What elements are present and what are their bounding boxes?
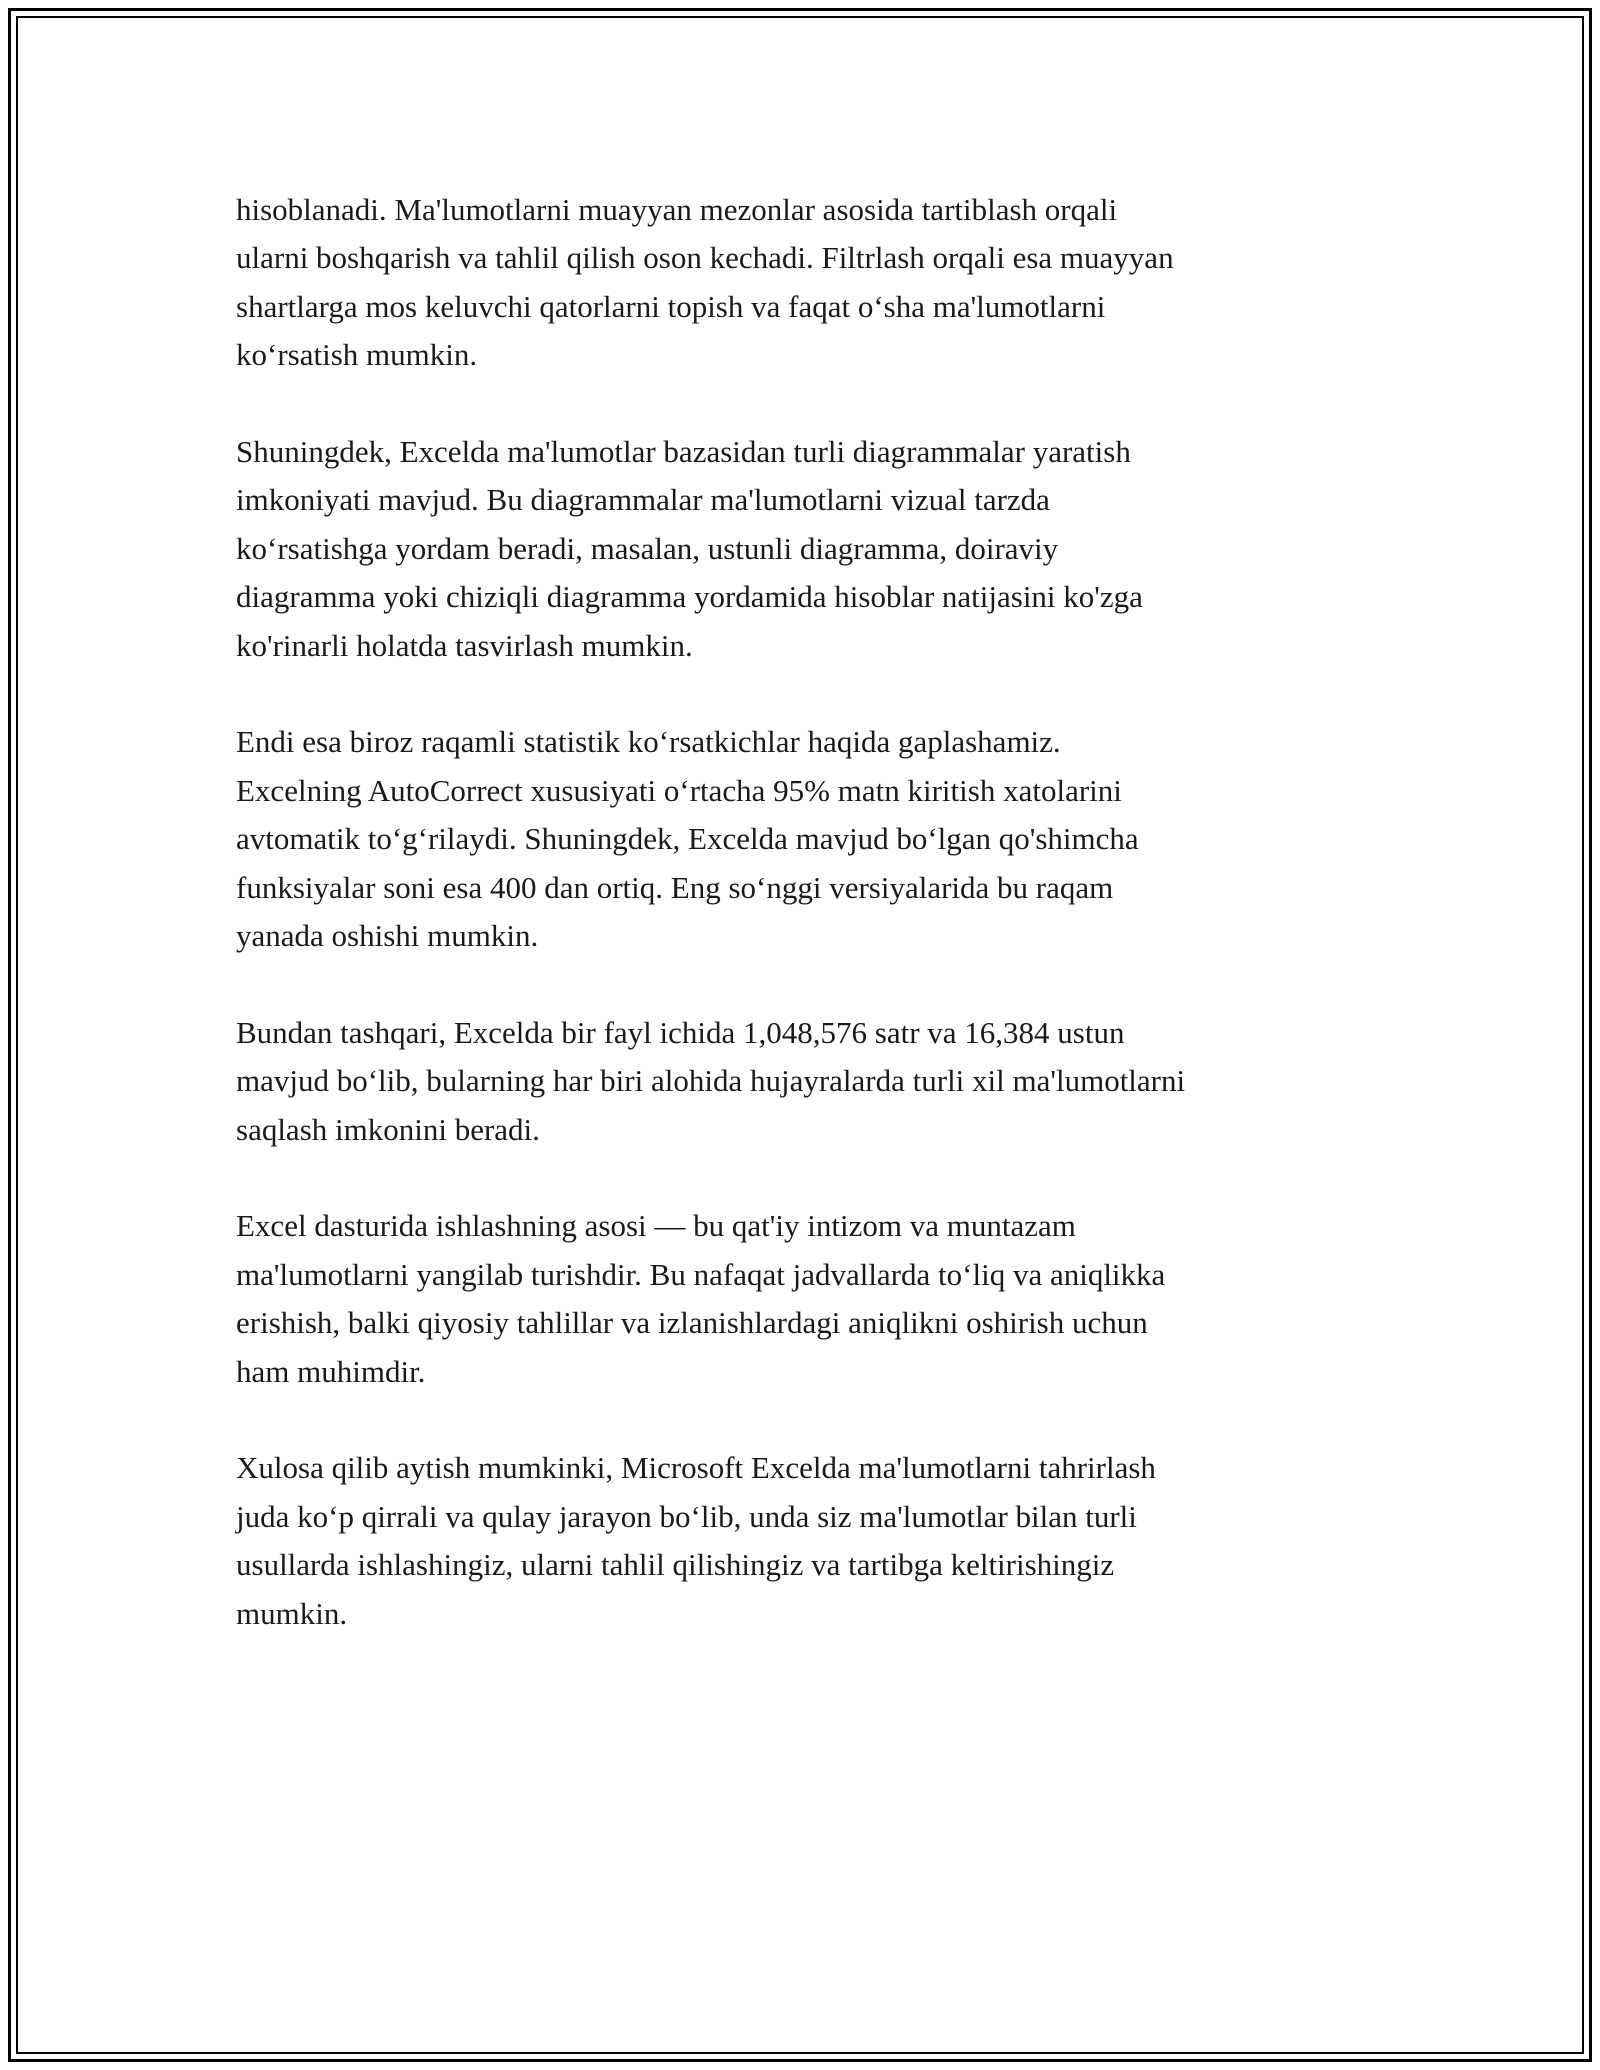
- paragraph-discipline: Excel dasturida ishlashning asosi — bu qat'iy intizom va muntazam ma'lumotlarni yangilab turishdir. Bu nafaqat jadvallarda to‘liq va aniqlikka erishish, balki qiyosiy tahlillar va izlanishlardagi aniqlikni oshirish uchun ham muhimdir.: [236, 1208, 1166, 1389]
- paragraph-conclusion: Xulosa qilib aytish mumkinki, Microsoft Excelda ma'lumotlarni tahrirlash juda ko‘p qirrali va qulay jarayon bo‘lib, unda siz ma'lumotlar bilan turli usullarda ishlashingiz, ularni tahlil qilishingiz va tartibga keltirishingiz mumkin.: [236, 1450, 1156, 1631]
- paragraph-sorting-filtering: hisoblanadi. Ma'lumotlarni muayyan mezonlar asosida tartiblash orqali ularni boshqarish va tahlil qilish oson kechadi. Filtrlash orqali esa muayyan shartlarga mos keluvchi qatorlarni topish va faqat o‘sha ma'lumotlarni ko‘rsatish mumkin.: [236, 192, 1174, 373]
- paragraph-diagrams: Shuningdek, Excelda ma'lumotlar bazasidan turli diagrammalar yaratish imkoniyati mavjud. Bu diagrammalar ma'lumotlarni vizual tarzda ko‘rsatishga yordam beradi, masalan, ustunli diagramma, doiraviy diagramma yoki chiziqli diagramma yordamida hisoblar natijasini ko'zga ko'rinarli holatda tasvirlash mumkin.: [236, 434, 1143, 663]
- paragraph-rows-columns: Bundan tashqari, Excelda bir fayl ichida 1,048,576 satr va 16,384 ustun mavjud bo‘lib, bularning har biri alohida hujayralarda turli xil ma'lumotlarni saqlash imkonini beradi.: [236, 1014, 1186, 1147]
- document-body: [236, 186, 1376, 1638]
- paragraph-statistics: Endi esa biroz raqamli statistik ko‘rsatkichlar haqida gaplashamiz. Excelning AutoCorrect xususiyati o‘rtacha 95% matn kiritish xatolarini avtomatik to‘g‘rilaydi. Shuningdek, Excelda mavjud bo‘lgan qo'shimcha funksiyalar soni esa 400 dan ortiq. Eng so‘nggi versiyalarida bu raqam yanada oshishi mumkin.: [236, 724, 1139, 954]
